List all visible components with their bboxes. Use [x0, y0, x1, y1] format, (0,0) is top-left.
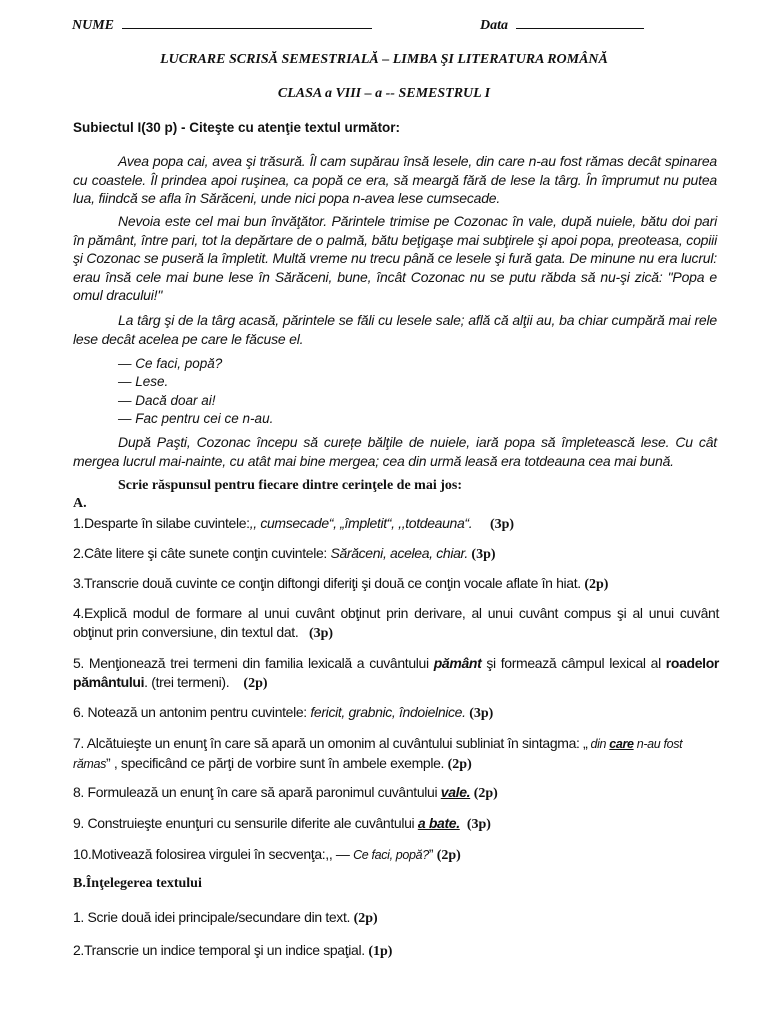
- dialog-block: [118, 355, 273, 428]
- dialog-line: — Ce faci, popă?: [118, 356, 223, 371]
- points: (3p): [469, 706, 494, 721]
- question-text: . (trei termeni).: [144, 673, 230, 690]
- points: (3p): [489, 517, 515, 532]
- points: (2p): [436, 848, 461, 863]
- story-text: [73, 152, 717, 208]
- points: (3p): [308, 625, 334, 641]
- key-word: vale.: [440, 784, 471, 800]
- question-text: 1.Desparte în silabe cuvintele:: [73, 515, 250, 531]
- points: (2p): [243, 675, 268, 691]
- question-b1: [73, 908, 719, 929]
- question-text: şi formează câmpul lexical al: [481, 655, 666, 671]
- story-text-2: [73, 212, 717, 305]
- story-text-4: [73, 433, 717, 470]
- question-words: n-au fost rămas: [73, 737, 683, 771]
- question-text: 2.Câte litere şi câte sunete conţin cuvintele:: [73, 545, 331, 561]
- points: (2p): [473, 786, 498, 801]
- question-text: ”: [428, 846, 437, 862]
- points: (1p): [368, 944, 393, 959]
- question-text: 5. Menţionează trei termeni din familia lexicală a cuvântului: [73, 655, 434, 671]
- story-text-3: [73, 311, 717, 348]
- question-text: 10.Motivează folosirea virgulei în secvenţa:,, —: [73, 846, 354, 862]
- question-words: din: [587, 737, 610, 751]
- points: (2p): [447, 756, 472, 772]
- key-word: care: [609, 737, 634, 751]
- question-a8: [73, 783, 719, 804]
- date-blank[interactable]: [516, 16, 644, 29]
- question-words: Sărăceni, acelea, chiar.: [330, 545, 468, 561]
- story-paragraph-1: Avea popa cai, avea şi trăsură. Îl cam supărau însă lesele, din care n-au fost rămas decât spinarea cu coastele. Îl prindea apoi ruşinea, ca popă ce era, să meargă fără de lese la târg. În împrumut nu putea lua, fiindcă se afla în Sărăceni, unde nici popa n-avea lese cumsecade.: [73, 153, 717, 206]
- question-a7: [73, 734, 719, 774]
- instructions: Scrie răspunsul pentru fiecare dintre cerinţele de mai jos:: [118, 478, 462, 493]
- question-text: 9. Construieşte enunţuri cu sensurile diferite ale cuvântului: [73, 815, 418, 831]
- subject-label: Subiectul I(30 p): [73, 120, 178, 135]
- points: (3p): [471, 547, 496, 562]
- question-words: ,, cumsecade“, „împletit“, ,,totdeauna“.: [249, 515, 473, 531]
- question-b2: [73, 941, 719, 962]
- question-a1: [73, 514, 719, 535]
- question-text: 1. Scrie două idei principale/secundare din text.: [73, 909, 351, 925]
- story-paragraph-2: Nevoia este cel mai bun învăţător. Părintele trimise pe Cozonac în vale, după nuiele, bătu doi pari în pământ, între pari, tot la depărtare de o palmă, bătu beţigaşe mai subţirele şi apoi popa, preoteasa, copiii şi Cozonac se puseră la împletit. Multă vreme nu trecu până ce lesele şi fură gata. De minune nu era lucrul: erau însă cele mai bune lese în Sărăceni, bune, încât Cozonac nu se putu răbda să nu-şi zică: "Popa e omul dracului!": [73, 213, 717, 303]
- section-a-label: A.: [73, 496, 87, 511]
- question-a2: [73, 544, 719, 565]
- question-words: fericit, grabnic, îndoielnice.: [310, 704, 466, 720]
- name-blank[interactable]: [122, 16, 372, 29]
- key-word: roadelor pământului: [73, 655, 720, 690]
- name-label: NUME: [72, 18, 115, 33]
- date-label: Data: [480, 18, 508, 33]
- key-word: pământ: [433, 655, 482, 671]
- question-a9: [73, 814, 719, 835]
- question-text: ” , specificând ce părţi de vorbire sunt în ambele exemple.: [105, 754, 445, 771]
- page-subtitle: CLASA a VIII – a -- SEMESTRUL I: [277, 86, 491, 101]
- question-text: 4.Explică modul de formare al unui cuvânt obţinut prin derivare, al unui cuvânt compus şi al unui cuvânt obţinut prin conversiune, din textul dat.: [73, 605, 719, 640]
- story-paragraph-3: La târg şi de la târg acasă, părintele se făli cu lesele sale; află că alţii au, ba chiar cumpără mai rele lese decât acelea pe care le făcuse el.: [73, 312, 717, 347]
- subject-instruction: - Citeşte cu atenţie textul următor:: [177, 120, 401, 135]
- date-line: [480, 16, 768, 34]
- question-a6: [73, 703, 719, 724]
- dialog-line: — Lese.: [118, 374, 169, 390]
- question-text: 7. Alcătuieşte un enunţ în care să apară un omonim al cuvântului subliniat în sintagma: „: [73, 735, 588, 751]
- question-a4: [73, 604, 719, 643]
- points: (3p): [466, 817, 491, 832]
- question-text: 6. Notează un antonim pentru cuvintele:: [73, 704, 311, 720]
- question-text: 3.Transcrie două cuvinte ce conţin diftongi diferiţi şi două ce conţin vocale aflate în hiat.: [73, 575, 581, 591]
- key-word: a bate.: [417, 815, 460, 831]
- points: (2p): [353, 911, 378, 926]
- question-a3: [73, 574, 719, 595]
- question-words: Ce faci, popă?: [353, 848, 429, 862]
- story-paragraph-4: După Paşti, Cozonac începu să curețe bălţile de nuiele, iară popa să împletească lese. Cu cât mergea lucrul mai-nainte, cu atât mai bine mergea; cea din urmă leasă era totdeauna cea mai bună.: [73, 434, 717, 469]
- dialog-line: — Dacă doar ai!: [118, 392, 216, 408]
- question-a10: [73, 845, 719, 866]
- subject-heading: [73, 120, 768, 135]
- points: (2p): [584, 577, 609, 592]
- question-text: 8. Formulează un enunţ în care să apară paronimul cuvântului: [73, 784, 441, 800]
- question-text: 2.Transcrie un indice temporal şi un indice spaţial.: [73, 942, 365, 958]
- question-a5: [73, 654, 719, 693]
- dialog-line: — Fac pentru cei ce n-au.: [118, 410, 274, 426]
- section-b-label: B.Înţelegerea textului: [73, 876, 202, 891]
- page-title: LUCRARE SCRISĂ SEMESTRIALĂ – LIMBA ŞI LITERATURA ROMÂNĂ: [160, 52, 608, 67]
